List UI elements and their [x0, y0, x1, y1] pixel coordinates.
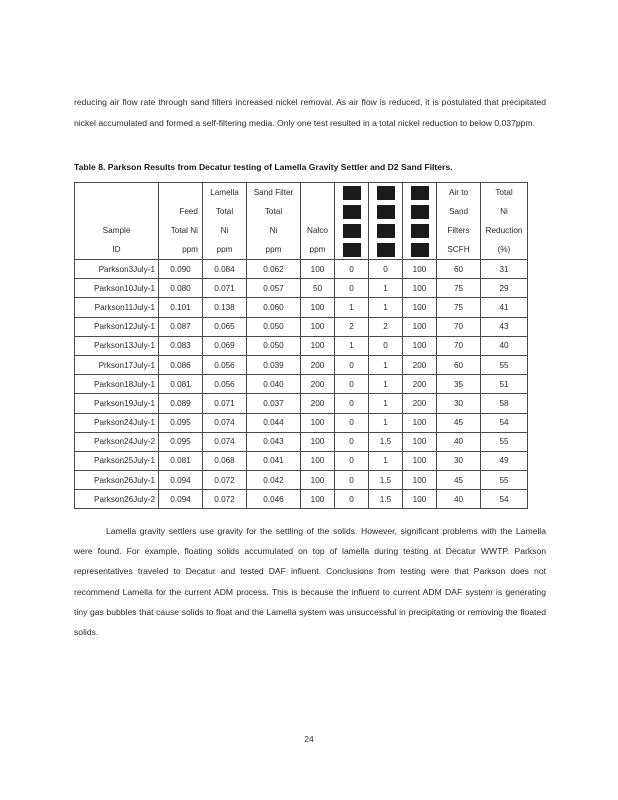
sand-filter-ni: 0.037 — [247, 394, 301, 413]
header-sample-2 — [75, 202, 159, 221]
redacted-col-3: 100 — [403, 432, 437, 451]
redacted-col-1: 0 — [335, 375, 369, 394]
lamella-ni: 0.072 — [203, 471, 247, 490]
sand-filter-ni: 0.062 — [247, 260, 301, 279]
table-row — [75, 355, 528, 374]
header-redacted-3 — [403, 183, 437, 203]
sand-filter-ni: 0.043 — [247, 432, 301, 451]
redacted-block — [343, 205, 361, 219]
header-nalco-2 — [301, 202, 335, 221]
sample-id: Prkson17July-1 — [75, 355, 159, 374]
feed-ni: 0.086 — [159, 355, 203, 374]
air-scfh: 70 — [437, 336, 481, 355]
lamella-ni: 0.084 — [203, 260, 247, 279]
redacted-block — [343, 243, 361, 257]
feed-ni: 0.090 — [159, 260, 203, 279]
lamella-ni: 0.056 — [203, 355, 247, 374]
nalco-ppm: 50 — [301, 279, 335, 298]
redacted-col-1: 0 — [335, 432, 369, 451]
redacted-col-2: 1 — [369, 375, 403, 394]
redacted-col-1: 1 — [335, 336, 369, 355]
redacted-col-2: 2 — [369, 317, 403, 336]
nalco-ppm: 100 — [301, 336, 335, 355]
redacted-col-1: 0 — [335, 394, 369, 413]
header-nalco-4: ppm — [301, 240, 335, 260]
redacted-block — [377, 186, 395, 200]
header-redacted-2 — [369, 183, 403, 203]
redacted-col-3: 100 — [403, 336, 437, 355]
sample-id: Parkson18July-1 — [75, 375, 159, 394]
sample-id: Parkson24July-2 — [75, 432, 159, 451]
header-sand-4: ppm — [247, 240, 301, 260]
body-paragraph: Lamella gravity settlers use gravity for the settling of the solids. However, significant problems with the Lamella were found. For example, floating solids accumulated on top of lamella during testing at Decatur WWTP. Parkson representatives traveled to Decatur and tested DAF influent. Conclusions from testing were that Parkson does not recommend Lamella for the current ADM process. This is because the influent to current ADM DAF system is generating tiny gas bubbles that cause solids to float and the Lamella system was unsuccessful in precipitating or removing the floated solids. — [74, 526, 546, 638]
redacted-col-3: 200 — [403, 375, 437, 394]
redacted-col-2: 1 — [369, 298, 403, 317]
sand-filter-ni: 0.040 — [247, 375, 301, 394]
table-row — [75, 451, 528, 470]
header-sand-3: Ni — [247, 221, 301, 240]
table-caption: Table 8. Parkson Results from Decatur testing of Lamella Gravity Settler and D2 Sand Filters. — [74, 162, 453, 172]
lamella-ni: 0.056 — [203, 375, 247, 394]
redacted-col-3: 100 — [403, 471, 437, 490]
nalco-ppm: 200 — [301, 355, 335, 374]
reduction-pct: 55 — [481, 471, 528, 490]
reduction-pct: 49 — [481, 451, 528, 470]
header-redacted-9 — [403, 221, 437, 240]
nalco-ppm: 100 — [301, 490, 335, 509]
redacted-col-3: 100 — [403, 451, 437, 470]
header-air-4: SCFH — [437, 240, 481, 260]
reduction-pct: 29 — [481, 279, 528, 298]
air-scfh: 60 — [437, 355, 481, 374]
sand-filter-ni: 0.050 — [247, 317, 301, 336]
air-scfh: 70 — [437, 317, 481, 336]
redacted-block — [343, 224, 361, 238]
header-lamella-1: Lamella — [203, 183, 247, 203]
redacted-col-3: 200 — [403, 394, 437, 413]
air-scfh: 60 — [437, 260, 481, 279]
header-feed-4: ppm — [159, 240, 203, 260]
redacted-block — [411, 186, 429, 200]
sample-id: Parkson11July-1 — [75, 298, 159, 317]
table-row — [75, 490, 528, 509]
table-row — [75, 336, 528, 355]
redacted-col-3: 100 — [403, 413, 437, 432]
header-feed-1 — [159, 183, 203, 203]
header-feed-3: Total Ni — [159, 221, 203, 240]
page-number: 24 — [304, 734, 314, 744]
table-row — [75, 317, 528, 336]
redacted-col-1: 0 — [335, 279, 369, 298]
sand-filter-ni: 0.039 — [247, 355, 301, 374]
redacted-col-1: 0 — [335, 260, 369, 279]
feed-ni: 0.087 — [159, 317, 203, 336]
sample-id: Parkson19July-1 — [75, 394, 159, 413]
redacted-block — [377, 243, 395, 257]
reduction-pct: 41 — [481, 298, 528, 317]
header-feed-2: Feed — [159, 202, 203, 221]
header-air-3: Filters — [437, 221, 481, 240]
table-row — [75, 471, 528, 490]
redacted-col-3: 200 — [403, 355, 437, 374]
sample-id: Parkson13July-1 — [75, 336, 159, 355]
nalco-ppm: 100 — [301, 298, 335, 317]
header-sand-2: Total — [247, 202, 301, 221]
reduction-pct: 31 — [481, 260, 528, 279]
redacted-col-2: 1 — [369, 394, 403, 413]
header-sample-4: ID — [75, 240, 159, 260]
results-table — [74, 182, 528, 509]
redacted-col-2: 0 — [369, 260, 403, 279]
header-redacted-11 — [369, 240, 403, 260]
nalco-ppm: 100 — [301, 260, 335, 279]
header-redacted-12 — [403, 240, 437, 260]
air-scfh: 30 — [437, 451, 481, 470]
header-redacted-6 — [403, 202, 437, 221]
header-lamella-4: ppm — [203, 240, 247, 260]
lamella-ni: 0.065 — [203, 317, 247, 336]
reduction-pct: 55 — [481, 432, 528, 451]
redacted-col-1: 1 — [335, 298, 369, 317]
header-redacted-1 — [335, 183, 369, 203]
reduction-pct: 54 — [481, 413, 528, 432]
header-total-1: Total — [481, 183, 528, 203]
redacted-col-2: 0 — [369, 336, 403, 355]
header-redacted-10 — [335, 240, 369, 260]
reduction-pct: 54 — [481, 490, 528, 509]
air-scfh: 30 — [437, 394, 481, 413]
redacted-col-2: 1 — [369, 413, 403, 432]
redacted-block — [343, 186, 361, 200]
redacted-col-2: 1.5 — [369, 471, 403, 490]
redacted-col-3: 100 — [403, 490, 437, 509]
lamella-ni: 0.074 — [203, 432, 247, 451]
redacted-col-1: 0 — [335, 355, 369, 374]
header-sample-1 — [75, 183, 159, 203]
header-redacted-8 — [369, 221, 403, 240]
feed-ni: 0.081 — [159, 375, 203, 394]
sand-filter-ni: 0.041 — [247, 451, 301, 470]
redacted-block — [377, 205, 395, 219]
header-total-4: (%) — [481, 240, 528, 260]
redacted-col-1: 0 — [335, 471, 369, 490]
nalco-ppm: 200 — [301, 375, 335, 394]
reduction-pct: 58 — [481, 394, 528, 413]
feed-ni: 0.080 — [159, 279, 203, 298]
nalco-ppm: 100 — [301, 471, 335, 490]
header-redacted-7 — [335, 221, 369, 240]
sand-filter-ni: 0.044 — [247, 413, 301, 432]
air-scfh: 75 — [437, 279, 481, 298]
reduction-pct: 43 — [481, 317, 528, 336]
intro-paragraph: reducing air flow rate through sand filters increased nickel removal. As air flow is reduced, it is postulated that precipitated nickel accumulated and formed a self-filtering media. Only one test resulted in a total nickel reduction to below 0.037ppm. — [74, 97, 546, 128]
sample-id: Parkson10July-1 — [75, 279, 159, 298]
nalco-ppm: 100 — [301, 432, 335, 451]
sand-filter-ni: 0.057 — [247, 279, 301, 298]
table-row — [75, 394, 528, 413]
header-total-2: Ni — [481, 202, 528, 221]
nalco-ppm: 200 — [301, 394, 335, 413]
header-sample-3: Sample — [75, 221, 159, 240]
sample-id: Parkson24July-1 — [75, 413, 159, 432]
sample-id: Parkson25July-1 — [75, 451, 159, 470]
sample-id: Parkson3July-1 — [75, 260, 159, 279]
feed-ni: 0.081 — [159, 451, 203, 470]
header-nalco-1 — [301, 183, 335, 203]
table-row — [75, 432, 528, 451]
redacted-block — [411, 243, 429, 257]
nalco-ppm: 100 — [301, 317, 335, 336]
air-scfh: 40 — [437, 432, 481, 451]
lamella-ni: 0.072 — [203, 490, 247, 509]
nalco-ppm: 100 — [301, 413, 335, 432]
sample-id: Parkson12July-1 — [75, 317, 159, 336]
header-sand-1: Sand Filter — [247, 183, 301, 203]
redacted-col-3: 100 — [403, 279, 437, 298]
header-air-1: Air to — [437, 183, 481, 203]
feed-ni: 0.089 — [159, 394, 203, 413]
header-air-2: Sand — [437, 202, 481, 221]
lamella-ni: 0.071 — [203, 279, 247, 298]
feed-ni: 0.095 — [159, 413, 203, 432]
table-row — [75, 375, 528, 394]
header-total-3: Reduction — [481, 221, 528, 240]
redacted-col-1: 0 — [335, 451, 369, 470]
reduction-pct: 51 — [481, 375, 528, 394]
lamella-ni: 0.138 — [203, 298, 247, 317]
feed-ni: 0.083 — [159, 336, 203, 355]
table-row — [75, 413, 528, 432]
lamella-ni: 0.068 — [203, 451, 247, 470]
redacted-col-2: 1 — [369, 451, 403, 470]
redacted-col-1: 2 — [335, 317, 369, 336]
lamella-ni: 0.071 — [203, 394, 247, 413]
redacted-col-3: 100 — [403, 317, 437, 336]
redacted-block — [377, 224, 395, 238]
sand-filter-ni: 0.042 — [247, 471, 301, 490]
feed-ni: 0.101 — [159, 298, 203, 317]
reduction-pct: 40 — [481, 336, 528, 355]
feed-ni: 0.094 — [159, 471, 203, 490]
sand-filter-ni: 0.050 — [247, 336, 301, 355]
header-lamella-2: Total — [203, 202, 247, 221]
redacted-col-1: 0 — [335, 490, 369, 509]
redacted-col-2: 1.5 — [369, 490, 403, 509]
header-redacted-5 — [369, 202, 403, 221]
reduction-pct: 55 — [481, 355, 528, 374]
feed-ni: 0.095 — [159, 432, 203, 451]
nalco-ppm: 100 — [301, 451, 335, 470]
air-scfh: 45 — [437, 471, 481, 490]
lamella-ni: 0.074 — [203, 413, 247, 432]
redacted-col-2: 1 — [369, 355, 403, 374]
air-scfh: 35 — [437, 375, 481, 394]
redacted-col-2: 1 — [369, 279, 403, 298]
sand-filter-ni: 0.046 — [247, 490, 301, 509]
redacted-block — [411, 224, 429, 238]
table-row — [75, 260, 528, 279]
header-lamella-3: Ni — [203, 221, 247, 240]
redacted-col-3: 100 — [403, 298, 437, 317]
air-scfh: 45 — [437, 413, 481, 432]
sample-id: Parkson26July-1 — [75, 471, 159, 490]
header-nalco-3: Nalco — [301, 221, 335, 240]
header-redacted-4 — [335, 202, 369, 221]
table-row — [75, 298, 528, 317]
redacted-col-1: 0 — [335, 413, 369, 432]
lamella-ni: 0.069 — [203, 336, 247, 355]
sand-filter-ni: 0.060 — [247, 298, 301, 317]
redacted-col-2: 1.5 — [369, 432, 403, 451]
feed-ni: 0.094 — [159, 490, 203, 509]
table-row — [75, 279, 528, 298]
redacted-col-3: 100 — [403, 260, 437, 279]
redacted-block — [411, 205, 429, 219]
air-scfh: 75 — [437, 298, 481, 317]
sample-id: Parkson26July-2 — [75, 490, 159, 509]
air-scfh: 40 — [437, 490, 481, 509]
